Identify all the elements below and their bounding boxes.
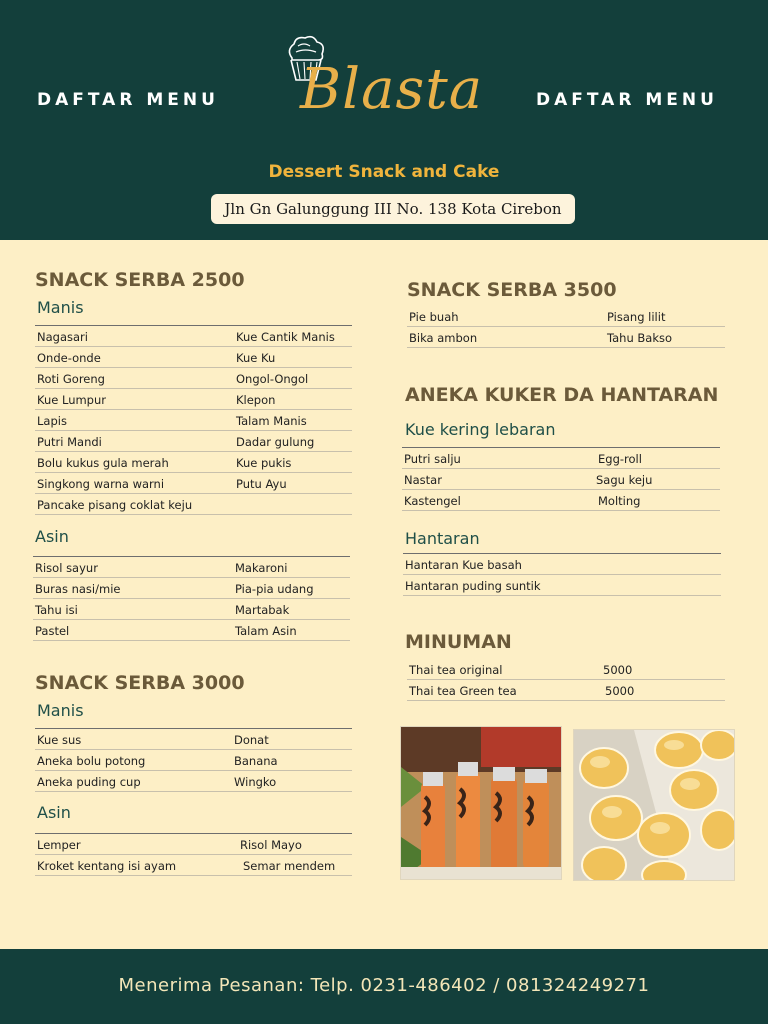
menu-row xyxy=(407,659,725,680)
menu-item: Pie buah xyxy=(409,310,459,324)
menu-row xyxy=(35,494,352,515)
menu-item: Thai tea original xyxy=(409,663,503,677)
menu-row xyxy=(35,729,352,750)
kue-sus-image xyxy=(574,730,734,880)
menu-item: Martabak xyxy=(235,603,290,617)
menu-row xyxy=(403,554,721,575)
menu-item: Singkong warna warni xyxy=(37,477,165,491)
subsection-kue-kering: Kue kering lebaran xyxy=(405,420,556,439)
daftar-menu-left: DAFTAR MENU xyxy=(37,90,219,110)
menu-item: Roti Goreng xyxy=(37,372,105,386)
menu-row xyxy=(35,771,352,792)
menu-item: Bika ambon xyxy=(409,331,478,345)
thai-tea-bottles-image xyxy=(401,727,561,879)
menu-item: Putu Ayu xyxy=(236,477,287,491)
menu-item: Nastar xyxy=(404,473,442,487)
menu-item: Sagu keju xyxy=(596,473,653,487)
menu-item: Kue pukis xyxy=(236,456,292,470)
menu-row xyxy=(35,410,352,431)
menu-item: Bolu kukus gula merah xyxy=(37,456,169,470)
list-kue-kering xyxy=(402,447,720,511)
address-badge: Jln Gn Galunggung III No. 138 Kota Cirebon xyxy=(211,194,575,224)
menu-row xyxy=(35,452,352,473)
menu-item: Talam Manis xyxy=(236,414,307,428)
menu-item: Makaroni xyxy=(235,561,288,575)
menu-row xyxy=(35,326,352,347)
section-title-snack-3000: SNACK SERBA 3000 xyxy=(35,672,245,694)
menu-item: Tahu Bakso xyxy=(607,331,673,345)
menu-row xyxy=(407,680,725,701)
menu-item: Dadar gulung xyxy=(236,435,315,449)
menu-item: Kue Ku xyxy=(236,351,276,365)
subsection-hantaran: Hantaran xyxy=(405,529,480,548)
menu-item: Putri salju xyxy=(404,452,461,466)
section-title-aneka-kuker: ANEKA KUKER DA HANTARAN xyxy=(405,384,719,406)
menu-row xyxy=(35,855,352,876)
menu-row xyxy=(35,834,352,855)
subsection-asin-3000: Asin xyxy=(37,803,71,822)
menu-item: Kue Lumpur xyxy=(37,393,106,407)
menu-row xyxy=(402,469,720,490)
menu-item: Kue Cantik Manis xyxy=(236,330,335,344)
menu-row xyxy=(407,327,725,348)
menu-item: Wingko xyxy=(234,775,277,789)
menu-row xyxy=(35,347,352,368)
menu-item: Buras nasi/mie xyxy=(35,582,121,596)
menu-item: Molting xyxy=(598,494,641,508)
menu-item: Nagasari xyxy=(37,330,88,344)
menu-row xyxy=(35,750,352,771)
list-minuman xyxy=(407,659,725,701)
menu-item: Pisang lilit xyxy=(607,310,666,324)
tagline: Dessert Snack and Cake xyxy=(268,162,500,182)
list-asin-2500 xyxy=(33,556,350,641)
menu-item: Kroket kentang isi ayam xyxy=(37,859,177,873)
menu-item: Banana xyxy=(234,754,278,768)
subsection-manis-2500: Manis xyxy=(37,298,84,317)
menu-row xyxy=(402,448,720,469)
menu-item: Lapis xyxy=(37,414,67,428)
menu-price: 5000 xyxy=(603,663,633,677)
menu-item: Pastel xyxy=(35,624,70,638)
menu-item: Pia-pia udang xyxy=(235,582,314,596)
menu-row xyxy=(33,557,350,578)
menu-row xyxy=(403,575,721,596)
menu-item: Talam Asin xyxy=(235,624,297,638)
menu-item: Putri Mandi xyxy=(37,435,102,449)
kue-sus-photo xyxy=(573,729,735,881)
daftar-menu-right: DAFTAR MENU xyxy=(536,90,718,110)
menu-item: Risol sayur xyxy=(35,561,98,575)
menu-row xyxy=(35,473,352,494)
menu-row xyxy=(35,389,352,410)
list-manis-3000 xyxy=(35,728,352,792)
menu-item: Aneka puding cup xyxy=(37,775,141,789)
menu-row xyxy=(33,599,350,620)
menu-item: Kue sus xyxy=(37,733,82,747)
menu-item: Donat xyxy=(234,733,269,747)
menu-item: Kastengel xyxy=(404,494,461,508)
menu-item: Tahu isi xyxy=(35,603,78,617)
list-asin-3000 xyxy=(35,833,352,876)
menu-row xyxy=(407,306,725,327)
menu-item: Aneka bolu potong xyxy=(37,754,146,768)
menu-price: 5000 xyxy=(605,684,635,698)
list-hantaran xyxy=(403,553,721,596)
menu-row xyxy=(402,490,720,511)
order-contact: Menerima Pesanan: Telp. 0231-486402 / 081324249271 xyxy=(118,975,650,996)
subsection-asin-2500: Asin xyxy=(35,527,69,546)
menu-item: Egg-roll xyxy=(598,452,642,466)
menu-item: Thai tea Green tea xyxy=(409,684,517,698)
section-title-snack-3500: SNACK SERBA 3500 xyxy=(407,279,617,301)
menu-row xyxy=(33,578,350,599)
menu-item: Onde-onde xyxy=(37,351,101,365)
menu-item: Ongol-Ongol xyxy=(236,372,309,386)
menu-item: Klepon xyxy=(236,393,276,407)
menu-item: Lemper xyxy=(37,838,81,852)
menu-item: Pancake pisang coklat keju xyxy=(37,498,193,512)
menu-row xyxy=(33,620,350,641)
list-snack-3500 xyxy=(407,306,725,348)
menu-item: Risol Mayo xyxy=(240,838,302,852)
section-title-snack-2500: SNACK SERBA 2500 xyxy=(35,269,245,291)
section-title-minuman: MINUMAN xyxy=(405,631,512,653)
menu-item: Hantaran puding suntik xyxy=(405,579,541,593)
thai-tea-photo xyxy=(400,726,562,880)
subsection-manis-3000: Manis xyxy=(37,701,84,720)
brand-logo: Blasta xyxy=(300,57,484,122)
list-manis-2500 xyxy=(35,325,352,515)
menu-row xyxy=(35,431,352,452)
menu-row xyxy=(35,368,352,389)
menu-item: Semar mendem xyxy=(243,859,336,873)
menu-item: Hantaran Kue basah xyxy=(405,558,522,572)
